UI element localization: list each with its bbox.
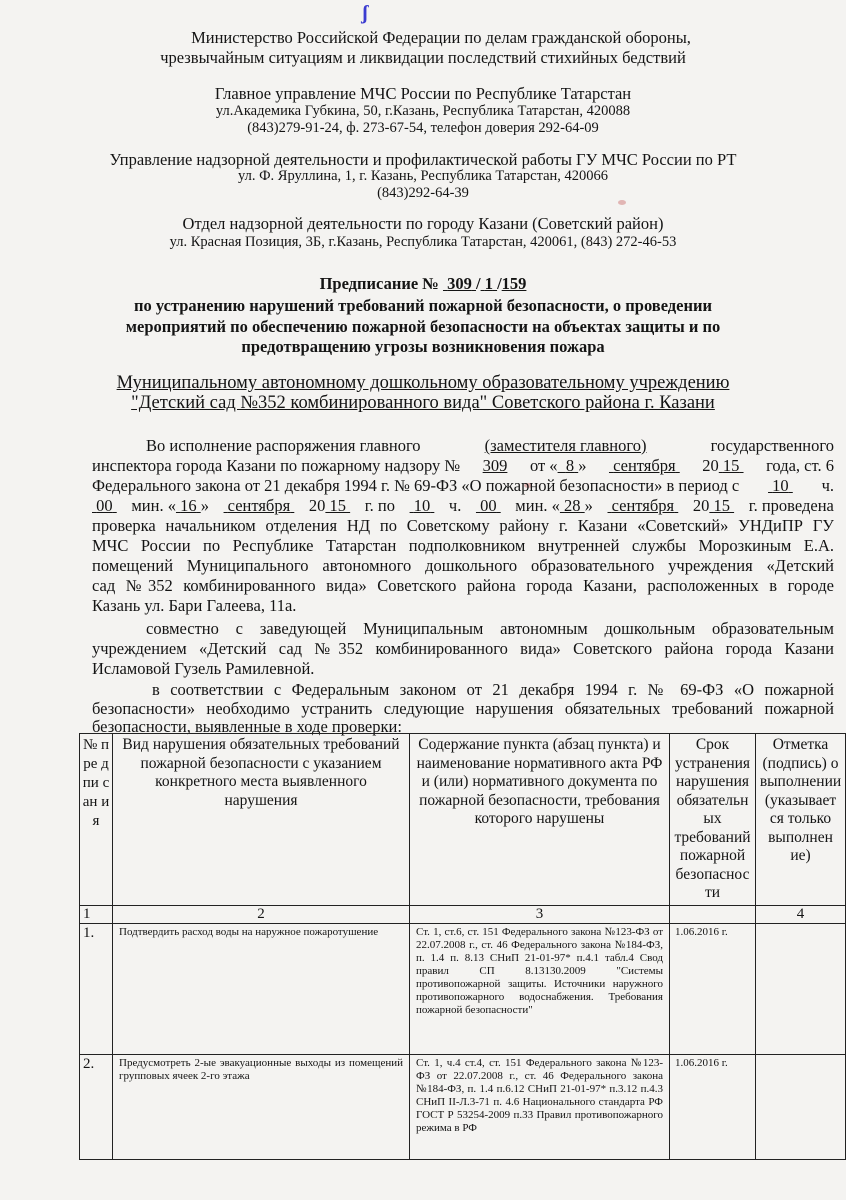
table-row: [80, 923, 846, 1054]
title-num-1: 309: [447, 274, 472, 293]
col-number-empty: [670, 905, 756, 923]
addressee-line-1: Муниципальному автономному дошкольному образовательному учреждению: [116, 373, 730, 393]
table-column-numbers-row: [80, 905, 846, 923]
title-line-3: мероприятий по обеспечению пожарной безопасности на объектах защиты и по: [125, 317, 721, 336]
gu-phones: (843)279-91-24, ф. 273-67-54, телефон доверия 292-64-09: [247, 120, 599, 136]
row-deadline: 1.06.2016 г.: [670, 1054, 756, 1159]
title-line-4: предотвращению угрозы возникновения пожара: [241, 337, 605, 356]
table-row: [80, 1054, 846, 1159]
row-deadline: 1.06.2016 г.: [670, 923, 756, 1054]
dept-address: ул. Красная Позиция, 3Б, г.Казань, Республика Татарстан, 420061, (843) 272-46-53: [169, 234, 677, 250]
row-number: 1.: [80, 923, 113, 1054]
title-prefix: Предписание №: [319, 274, 439, 293]
row-norm: Ст. 1, ч.4 ст.4, ст. 151 Федерального закона №123-ФЗ от 22.07.2008 г., ст. 46 Федерального закона №184-ФЗ, п. 1.4 п.6.12 СНиП 21-01-97* п.3.12 п.4.3 СНиП II-Л.3-71 п. 4.6 Национального стандарта РФ ГОСТ Р 53254-2009 п.33 Правил противопожарного режима в РФ: [410, 1054, 670, 1159]
para2-line-1: совместно с заведующей Муниципальным автономным дошкольным образовательным: [146, 619, 834, 638]
row-mark: [756, 923, 846, 1054]
ink-mark-icon: ʃ: [362, 2, 369, 24]
row-violation: Предусмотреть 2-ые эвакуационные выходы из помещений групповых ячеек 2-го этажа: [113, 1054, 410, 1159]
row-norm: Ст. 1, ст.6, ст. 151 Федерального закона №123-ФЗ от 22.07.2008 г., ст. 46 Федерального закона №184-ФЗ, п. 1.4 п. 8.13 СНиП 21-01-97* п.4.1 табл.4 Свод правил СП 8.13130.2009 "Системы противопожарной защиты. Источники наружного противопожарного водоснабжения. Требования пожарной безопасности": [410, 923, 670, 1054]
prescription-title: Предписание № 309 / 1 /159: [319, 274, 527, 293]
para1-line-9: Казань ул. Бари Галеева, 11а.: [92, 596, 297, 615]
para2-line-3: Исламовой Гузель Рамилевной.: [92, 659, 315, 678]
para2-line-2: учреждением «Детский сад №352 комбинированного вида» Советского района города Казани: [92, 639, 834, 658]
row-number: 2.: [80, 1054, 113, 1159]
dept-name: Отдел надзорной деятельности по городу Казани (Советский район): [182, 214, 664, 233]
col-header-norm: Содержание пункта (абзац пункта) и наименование нормативного акта РФ и (или) нормативного документа по пожарной безопасности, требования которого нарушены: [410, 734, 670, 906]
violations-table: [79, 733, 846, 1160]
col-header-mark: Отметка (подпись) о выполнении (указывает ся только выполнен ие): [756, 734, 846, 906]
table-header-row: [80, 734, 846, 906]
und-address: ул. Ф. Яруллина, 1, г. Казань, Республика Татарстан, 420066: [237, 168, 609, 184]
gu-address: ул.Академика Губкина, 50, г.Казань, Республика Татарстан, 420088: [215, 103, 631, 119]
para3-line-3: безопасности, выявленные в ходе проверки:: [92, 717, 402, 736]
col-number-4: 4: [756, 905, 846, 923]
para1-line-1: Во исполнение распоряжения главного (заместителя главного) государственного: [146, 436, 834, 455]
ministry-line-2: чрезвычайным ситуациям и ликвидации последствий стихийных бедствий: [160, 48, 686, 67]
para3-line-1: в соответствии с Федеральным законом от 21 декабря 1994 г. № 69-ФЗ «О пожарной: [152, 680, 834, 699]
gu-name: Главное управление МЧС России по Республике Татарстан: [214, 84, 632, 103]
para1-line-7: помещений Муниципального автономного дошкольного образовательного учреждения «Детский: [92, 556, 834, 575]
col-header-number: № пре дпи сан ия: [80, 734, 113, 906]
col-number-1: 1: [80, 905, 113, 923]
row-mark: [756, 1054, 846, 1159]
para1-line-3: Федерального закона от 21 декабря 1994 г. № 69-ФЗ «О пожарной безопасности» в период с 10 ч.: [92, 476, 834, 495]
para1-line-2: инспектора города Казани по пожарному надзору № 309 от « 8 » сентября 20 15 года, ст. 6: [92, 456, 834, 475]
col-number-2: 2: [113, 905, 410, 923]
para1-line-6: МЧС России по Республике Татарстан подполковником внутренней службы Морозкиным Е.А.: [92, 536, 834, 555]
title-line-2: по устранению нарушений требований пожарной безопасности, о проведении: [134, 296, 712, 315]
para1-line-5: проверка начальником отделения НД по Советскому району г. Казани «Советский» УНДиПР ГУ: [92, 516, 834, 535]
addressee-line-2: "Детский сад №352 комбинированного вида" Советского района г. Казани: [131, 393, 715, 413]
para1-line-8: сад №352 комбинированного вида» Советского района города Казани, расположенных в городе: [92, 576, 834, 595]
ministry-line-1: Министерство Российской Федерации по делам гражданской обороны,: [191, 28, 691, 47]
und-name: Управление надзорной деятельности и профилактической работы ГУ МЧС России по РТ: [109, 150, 737, 169]
title-num-2: 1: [484, 274, 493, 293]
para3-line-2: безопасности» необходимо устранить следующие нарушения обязательных требований пожарной: [92, 699, 834, 718]
row-violation: Подтвердить расход воды на наружное пожаротушение: [113, 923, 410, 1054]
col-number-3: 3: [410, 905, 670, 923]
col-header-deadline: Срок устранения нарушения обязательн ых требований пожарной безопаснос ти: [670, 734, 756, 906]
und-phone: (843)292-64-39: [377, 185, 469, 201]
para1-line-4: 00 мин. « 16 » сентября 20 15 г. по 10 ч. 00 мин. « 28 » сентября 20 15 г. проведена: [96, 496, 834, 515]
title-num-3: 159: [501, 274, 527, 293]
col-header-violation: Вид нарушения обязательных требований пожарной безопасности с указанием конкретного места выявленного нарушения: [113, 734, 410, 906]
